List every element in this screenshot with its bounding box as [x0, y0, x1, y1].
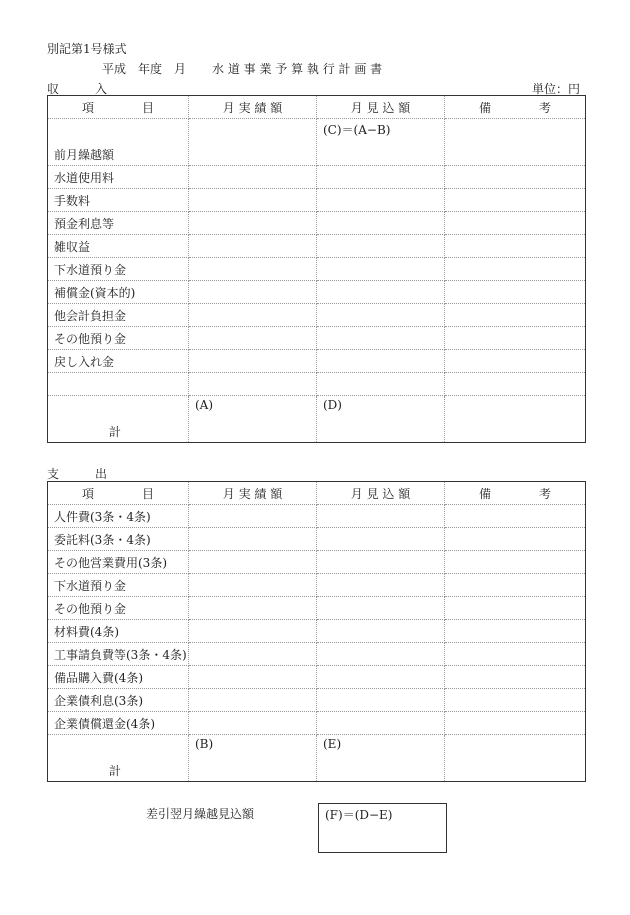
table-row [48, 235, 586, 258]
forecast-cell[interactable] [317, 597, 445, 620]
remarks-cell[interactable] [445, 281, 586, 304]
forecast-cell[interactable] [317, 528, 445, 551]
expense-table [47, 481, 586, 782]
remarks-cell[interactable] [445, 212, 586, 235]
table-row [48, 689, 586, 712]
item-label: 企業債償還金(4条) [48, 712, 189, 735]
forecast-cell[interactable] [317, 712, 445, 735]
forecast-cell[interactable] [317, 505, 445, 528]
total-forecast-cell[interactable]: (E) [317, 735, 445, 782]
expense-label: 支 出 [47, 467, 108, 481]
remarks-cell[interactable] [445, 396, 586, 443]
total-forecast-cell[interactable]: (D) [317, 396, 445, 443]
header-row [48, 96, 586, 119]
table-row [48, 327, 586, 350]
remarks-cell[interactable] [445, 528, 586, 551]
remarks-cell[interactable] [445, 304, 586, 327]
forecast-cell[interactable] [317, 281, 445, 304]
item-label: その他営業費用(3条) [48, 551, 189, 574]
actual-cell[interactable] [189, 551, 317, 574]
actual-cell[interactable] [189, 643, 317, 666]
actual-cell[interactable] [189, 373, 317, 396]
table-row [48, 666, 586, 689]
forecast-cell[interactable] [317, 166, 445, 189]
forecast-cell[interactable] [317, 189, 445, 212]
remarks-cell[interactable] [445, 166, 586, 189]
item-label: 人件費(3条・4条) [48, 505, 189, 528]
actual-cell[interactable] [189, 327, 317, 350]
unit-label: 単位：円 [532, 82, 581, 96]
table-row [48, 620, 586, 643]
table-row [48, 258, 586, 281]
total-label: 計 [48, 735, 189, 782]
total-label: 計 [48, 396, 189, 443]
total-actual-cell[interactable]: (A) [189, 396, 317, 443]
income-label: 収 入 [47, 82, 108, 96]
forecast-cell[interactable]: (C)＝(A−B) [317, 119, 445, 166]
item-label: 手数料 [48, 189, 189, 212]
remarks-cell[interactable] [445, 235, 586, 258]
table-row [48, 281, 586, 304]
header-remarks: 備 考 [445, 96, 586, 119]
item-label: 工事請負費等(3条・4条) [48, 643, 189, 666]
remarks-cell[interactable] [445, 505, 586, 528]
table-row [48, 350, 586, 373]
carryover-box[interactable] [318, 803, 447, 853]
carryover-label: 差引翌月繰越見込額 [146, 807, 255, 821]
header-actual: 月 実 績 額 [189, 482, 317, 505]
total-row [48, 735, 586, 782]
actual-cell[interactable] [189, 166, 317, 189]
actual-cell[interactable] [189, 689, 317, 712]
remarks-cell[interactable] [445, 551, 586, 574]
carryover-formula: (F)＝(D−E) [325, 808, 393, 822]
header-forecast: 月 見 込 額 [317, 482, 445, 505]
header-actual: 月 実 績 額 [189, 96, 317, 119]
form-id: 別記第1号様式 [47, 42, 127, 56]
table-row [48, 643, 586, 666]
actual-cell[interactable] [189, 119, 317, 166]
table-row [48, 189, 586, 212]
title-prefix: 平成 年度 月 [102, 62, 187, 76]
forecast-cell[interactable] [317, 666, 445, 689]
actual-cell[interactable] [189, 235, 317, 258]
remarks-cell[interactable] [445, 712, 586, 735]
header-row [48, 482, 586, 505]
forecast-cell[interactable] [317, 551, 445, 574]
remarks-cell[interactable] [445, 119, 586, 166]
table-row [48, 119, 586, 166]
remarks-cell[interactable] [445, 735, 586, 782]
forecast-cell[interactable] [317, 373, 445, 396]
actual-cell[interactable] [189, 574, 317, 597]
actual-cell[interactable] [189, 712, 317, 735]
remarks-cell[interactable] [445, 574, 586, 597]
header-remarks: 備 考 [445, 482, 586, 505]
forecast-cell[interactable] [317, 235, 445, 258]
item-label: 下水道預り金 [48, 574, 189, 597]
forecast-cell[interactable] [317, 620, 445, 643]
remarks-cell[interactable] [445, 189, 586, 212]
forecast-cell[interactable] [317, 304, 445, 327]
item-label: その他預り金 [48, 597, 189, 620]
actual-cell[interactable] [189, 189, 317, 212]
header-item: 項 目 [48, 96, 189, 119]
item-label: 備品購入費(4条) [48, 666, 189, 689]
actual-cell[interactable] [189, 350, 317, 373]
actual-cell[interactable] [189, 304, 317, 327]
item-label: 預金利息等 [48, 212, 189, 235]
item-label: 補償金(資本的) [48, 281, 189, 304]
item-label: 戻し入れ金 [48, 350, 189, 373]
actual-cell[interactable] [189, 258, 317, 281]
total-actual-cell[interactable]: (B) [189, 735, 317, 782]
forecast-cell[interactable] [317, 258, 445, 281]
forecast-cell[interactable] [317, 327, 445, 350]
item-label: 前月繰越額 [48, 119, 189, 166]
remarks-cell[interactable] [445, 597, 586, 620]
header-item: 項 目 [48, 482, 189, 505]
remarks-cell[interactable] [445, 620, 586, 643]
table-row [48, 505, 586, 528]
actual-cell[interactable] [189, 281, 317, 304]
item-label: その他預り金 [48, 327, 189, 350]
item-label: 材料費(4条) [48, 620, 189, 643]
forecast-cell[interactable] [317, 350, 445, 373]
table-row [48, 304, 586, 327]
remarks-cell[interactable] [445, 373, 586, 396]
table-row [48, 373, 586, 396]
item-label: 企業債利息(3条) [48, 689, 189, 712]
remarks-cell[interactable] [445, 666, 586, 689]
item-label: 水道使用料 [48, 166, 189, 189]
actual-cell[interactable] [189, 597, 317, 620]
item-label: 委託料(3条・4条) [48, 528, 189, 551]
remarks-cell[interactable] [445, 350, 586, 373]
table-row [48, 528, 586, 551]
income-table [47, 95, 586, 443]
item-label: 下水道預り金 [48, 258, 189, 281]
page-title: 水 道 事 業 予 算 執 行 計 画 書 [212, 62, 383, 76]
table-row [48, 574, 586, 597]
table-row [48, 551, 586, 574]
remarks-cell[interactable] [445, 689, 586, 712]
total-row [48, 396, 586, 443]
table-row [48, 597, 586, 620]
item-label [48, 373, 189, 396]
forecast-cell[interactable] [317, 689, 445, 712]
remarks-cell[interactable] [445, 327, 586, 350]
item-label: 他会計負担金 [48, 304, 189, 327]
item-label: 雑収益 [48, 235, 189, 258]
actual-cell[interactable] [189, 505, 317, 528]
remarks-cell[interactable] [445, 258, 586, 281]
table-row [48, 166, 586, 189]
remarks-cell[interactable] [445, 643, 586, 666]
actual-cell[interactable] [189, 212, 317, 235]
table-row [48, 212, 586, 235]
header-forecast: 月 見 込 額 [317, 96, 445, 119]
table-row [48, 712, 586, 735]
actual-cell[interactable] [189, 620, 317, 643]
actual-cell[interactable] [189, 666, 317, 689]
actual-cell[interactable] [189, 528, 317, 551]
forecast-cell[interactable] [317, 574, 445, 597]
forecast-cell[interactable] [317, 212, 445, 235]
forecast-cell[interactable] [317, 643, 445, 666]
